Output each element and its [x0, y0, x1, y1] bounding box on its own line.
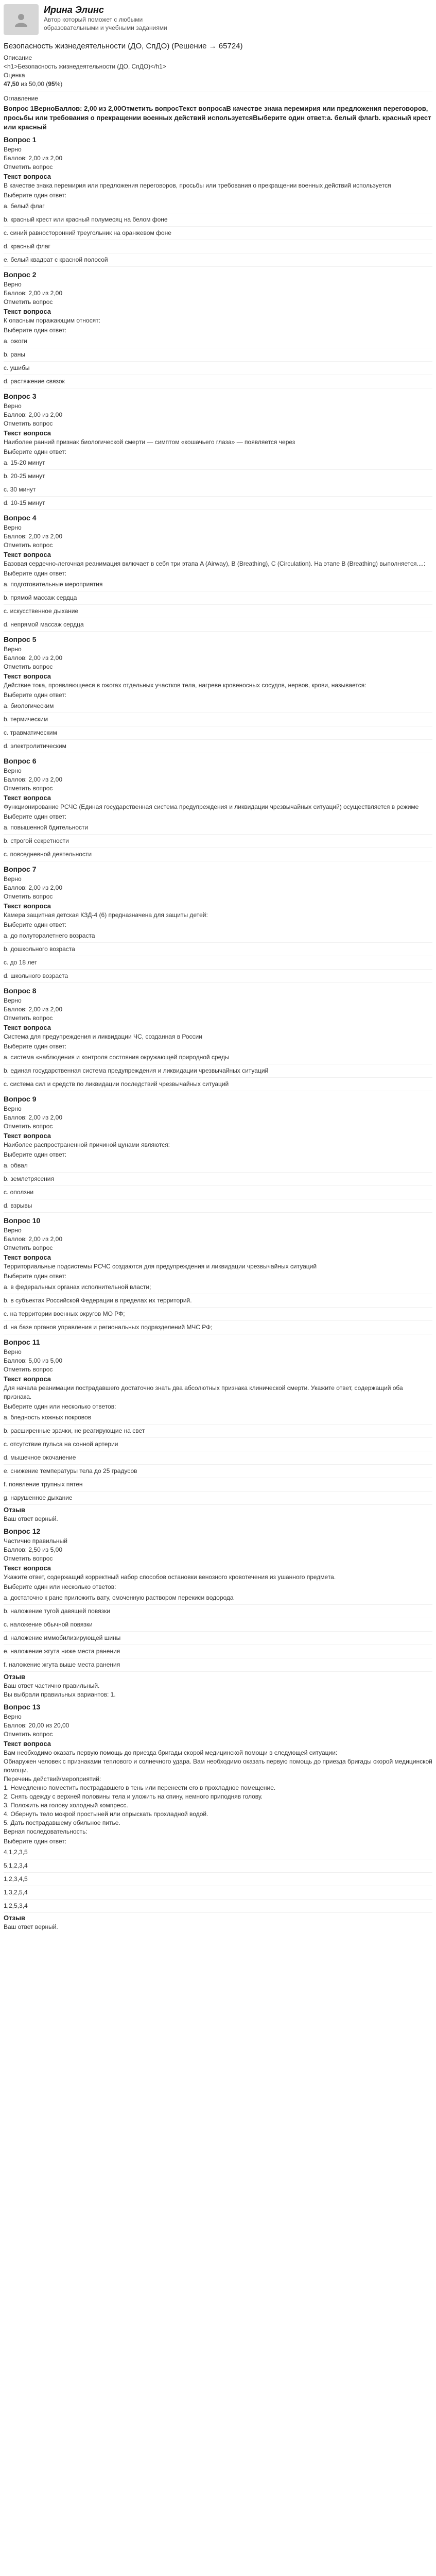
- answer-option[interactable]: a. подготовительные мероприятия: [4, 578, 432, 591]
- answer-prompt: Выберите один ответ:: [4, 570, 67, 577]
- feedback-text: Ваш ответ частично правильный.: [4, 1682, 100, 1689]
- question-text: Камера защитная детская КЗД-4 (6) предназначена для защиты детей:: [4, 911, 208, 919]
- answer-option[interactable]: a. белый флаг: [4, 200, 432, 213]
- answer-option[interactable]: d. мышечное окочанение: [4, 1451, 432, 1465]
- feedback-text: Ваш ответ верный.: [4, 1923, 58, 1930]
- question-text-heading: Текст вопроса: [4, 672, 51, 680]
- questions-list: [4, 134, 432, 1931]
- question-status: Верно: [4, 524, 22, 531]
- question-text-extra: Верная последовательность:: [4, 1828, 88, 1835]
- question-title: Вопрос 6: [4, 757, 37, 765]
- grade-label: Оценка: [4, 72, 25, 79]
- answer-prompt: Выберите один ответ:: [4, 1273, 67, 1280]
- answer-option[interactable]: c. 30 минут: [4, 483, 432, 497]
- question-title: Вопрос 5: [4, 635, 37, 643]
- answer-option[interactable]: f. наложение жгута выше места ранения: [4, 1658, 432, 1672]
- answer-option[interactable]: c. на территории военных округов МО РФ;: [4, 1308, 432, 1321]
- answer-prompt: Выберите один или несколько ответов:: [4, 1403, 116, 1410]
- answer-option[interactable]: b. прямой массаж сердца: [4, 591, 432, 605]
- question-mark: Баллов: 2,00 из 2,00: [4, 1006, 62, 1013]
- answer-option[interactable]: c. оползни: [4, 1186, 432, 1199]
- question-block: [4, 1526, 432, 1699]
- question-text-heading: Текст вопроса: [4, 551, 51, 558]
- flag-question-link[interactable]: Отметить вопрос: [4, 663, 53, 670]
- answer-prompt: Выберите один ответ:: [4, 921, 67, 928]
- answer-option[interactable]: d. электролитическим: [4, 740, 432, 753]
- grade-rest: из 50,00 (: [19, 80, 48, 88]
- answer-option[interactable]: a. биологическим: [4, 700, 432, 713]
- question-status: Верно: [4, 1105, 22, 1112]
- answer-options: [4, 456, 432, 510]
- question-status: Верно: [4, 1348, 22, 1355]
- question-text: Территориальные подсистемы РСЧС создаются для предупреждения и ликвидации чрезвычайных ситуаций: [4, 1263, 317, 1270]
- answer-option[interactable]: b. дошкольного возраста: [4, 943, 432, 956]
- flag-question-link[interactable]: Отметить вопрос: [4, 1014, 53, 1022]
- avatar: [4, 4, 39, 35]
- question-text: К опасным поражающим относят:: [4, 317, 100, 324]
- answer-option[interactable]: d. на базе органов управления и региональных подразделений МЧС РФ;: [4, 1321, 432, 1334]
- description-label: Описание: [4, 54, 32, 61]
- answer-option[interactable]: b. строгой секретности: [4, 835, 432, 848]
- answer-option[interactable]: c. ушибы: [4, 362, 432, 375]
- question-mark: Баллов: 2,50 из 5,00: [4, 1546, 62, 1553]
- answer-option[interactable]: b. термическим: [4, 713, 432, 726]
- grade-line: [4, 80, 432, 89]
- question-text: Система для предупреждения и ликвидации ЧС, созданная в России: [4, 1033, 202, 1040]
- answer-prompt: Выберите один или несколько ответов:: [4, 1583, 116, 1590]
- answer-option[interactable]: c. до 18 лет: [4, 956, 432, 970]
- user-icon: [13, 12, 29, 27]
- answer-options: [4, 1281, 432, 1334]
- feedback-text: Ваш ответ верный.: [4, 1515, 58, 1522]
- answer-prompt: Выберите один ответ:: [4, 192, 67, 199]
- question-block: [4, 391, 432, 510]
- flag-question-link[interactable]: Отметить вопрос: [4, 785, 53, 792]
- answer-options: [4, 200, 432, 267]
- question-text: Укажите ответ, содержащий корректный набор способов остановки венозного кровотечения из ушанного предмета.: [4, 1573, 336, 1581]
- answer-option[interactable]: b. единая государственная система предупреждения и ликвидации чрезвычайных ситуаций: [4, 1064, 432, 1078]
- answer-option[interactable]: f. появление трупных пятен: [4, 1478, 432, 1492]
- question-text-heading: Текст вопроса: [4, 1132, 51, 1140]
- question-status: Верно: [4, 997, 22, 1004]
- answer-option[interactable]: 1,2,5,3,4: [4, 1900, 432, 1913]
- answer-option[interactable]: d. растяжение связок: [4, 375, 432, 388]
- question-block: [4, 1093, 432, 1213]
- answer-option[interactable]: c. повседневной деятельности: [4, 848, 432, 861]
- answer-option[interactable]: e. наложение жгута ниже места ранения: [4, 1645, 432, 1658]
- answer-prompt: Выберите один ответ:: [4, 691, 67, 699]
- answer-option[interactable]: d. школьного возраста: [4, 970, 432, 983]
- question-title: Вопрос 7: [4, 865, 37, 873]
- author-name[interactable]: Ирина Элинс: [44, 5, 104, 15]
- answer-option[interactable]: a. достаточно к ране приложить вату, смоченную раствором перекиси водорода: [4, 1591, 432, 1605]
- grade-end: %): [55, 80, 63, 88]
- question-status: Верно: [4, 402, 22, 410]
- answer-option[interactable]: b. красный крест или красный полумесяц на белом фоне: [4, 213, 432, 227]
- question-text-heading: Текст вопроса: [4, 1375, 51, 1383]
- question-block: [4, 1701, 432, 1931]
- flag-question-link[interactable]: Отметить вопрос: [4, 893, 53, 900]
- feedback-heading: Отзыв: [4, 1673, 26, 1681]
- answer-option[interactable]: d. наложение иммобилизирующей шины: [4, 1632, 432, 1645]
- question-mark: Баллов: 2,00 из 2,00: [4, 776, 62, 783]
- feedback-extra: Вы выбрали правильных вариантов: 1.: [4, 1691, 116, 1698]
- question-text: Наиболее распространенной причиной цунами являются:: [4, 1141, 170, 1148]
- answer-option[interactable]: c. система сил и средств по ликвидации последствий чрезвычайных ситуаций: [4, 1078, 432, 1091]
- question-text: Наиболее ранний признак биологической смерти — симптом «кошачьего глаза» — появляется через: [4, 438, 295, 446]
- question-block: [4, 985, 432, 1091]
- intro-question: Вопрос 1ВерноБаллов: 2,00 из 2,00Отметить вопросТекст вопросаВ качестве знака перемирия или предложения переговоров, просьбы или требования о прекращении военных действий используетсяВыберите один ответ:a. белый флагb. красный крест или красный: [4, 105, 431, 131]
- question-title: Вопрос 10: [4, 1216, 41, 1225]
- flag-question-link[interactable]: Отметить вопрос: [4, 1123, 53, 1130]
- question-text-extra: 5. Дать пострадавшему обильное питье.: [4, 1819, 120, 1826]
- answer-option[interactable]: e. белый квадрат с красной полосой: [4, 253, 432, 267]
- answer-option[interactable]: 1,2,3,4,5: [4, 1873, 432, 1886]
- answer-option[interactable]: d. красный флаг: [4, 240, 432, 253]
- answer-option[interactable]: b. 20-25 минут: [4, 470, 432, 483]
- answer-prompt: Выберите один ответ:: [4, 448, 67, 455]
- question-title: Вопрос 13: [4, 1703, 41, 1711]
- answer-option[interactable]: c. искусственное дыхание: [4, 605, 432, 618]
- question-mark: Баллов: 2,00 из 2,00: [4, 884, 62, 891]
- answer-option[interactable]: b. раны: [4, 348, 432, 362]
- answer-option[interactable]: a. до полуторалетнего возраста: [4, 929, 432, 943]
- answer-option[interactable]: a. ожоги: [4, 335, 432, 348]
- answer-option[interactable]: a. в федеральных органах исполнительной власти;: [4, 1281, 432, 1294]
- question-title: Вопрос 8: [4, 987, 37, 995]
- answer-option[interactable]: a. обвал: [4, 1159, 432, 1173]
- answer-prompt: Выберите один ответ:: [4, 1151, 67, 1158]
- grade-percent: 95: [48, 80, 55, 88]
- question-status: Верно: [4, 146, 22, 153]
- question-title: Вопрос 4: [4, 514, 37, 522]
- flag-question-link[interactable]: Отметить вопрос: [4, 298, 53, 306]
- flag-question-link[interactable]: Отметить вопрос: [4, 541, 53, 549]
- answer-option[interactable]: b. расширенные зрачки, не реагирующие на свет: [4, 1425, 432, 1438]
- question-mark: Баллов: 5,00 из 5,00: [4, 1357, 62, 1364]
- question-mark: Баллов: 20,00 из 20,00: [4, 1722, 69, 1729]
- question-text: Действие тока, проявляющееся в ожогах отдельных участков тела, нагреве кровеносных сосудов, нервов, крови, называется:: [4, 682, 367, 689]
- answer-prompt: Выберите один ответ:: [4, 1043, 67, 1050]
- author-info: [44, 4, 198, 32]
- question-title: Вопрос 11: [4, 1338, 40, 1346]
- answer-options: [4, 1591, 432, 1672]
- feedback-heading: Отзыв: [4, 1506, 26, 1514]
- answer-options: [4, 335, 432, 388]
- question-block: [4, 755, 432, 861]
- question-text: Для начала реанимации пострадавшего достаточно знать два абсолютных признака клинической смерти. Укажите ответ, содержащий оба признака.: [4, 1384, 403, 1400]
- question-text-extra: Обнаружен человек с признаками теплового и солнечного удара. Вам необходимо оказать первую помощь до приезда бригады скорой медицинской помощи.: [4, 1758, 432, 1774]
- question-text-heading: Текст вопроса: [4, 1024, 51, 1031]
- question-title: Вопрос 12: [4, 1527, 41, 1535]
- answer-prompt: Выберите один ответ:: [4, 327, 67, 334]
- question-block: [4, 134, 432, 267]
- answer-option[interactable]: a. бледность кожных покровов: [4, 1411, 432, 1425]
- question-text-extra: 3. Положить на голову холодный компресс.: [4, 1802, 128, 1809]
- answer-option[interactable]: b. землетрясения: [4, 1173, 432, 1186]
- author-header: [4, 4, 432, 35]
- flag-question-link[interactable]: Отметить вопрос: [4, 420, 53, 427]
- answer-option[interactable]: g. нарушенное дыхание: [4, 1492, 432, 1505]
- question-status: Верно: [4, 767, 22, 774]
- answer-option[interactable]: 1,3,2,5,4: [4, 1886, 432, 1900]
- question-text-extra: 4. Обернуть тело мокрой простыней или опрыскать прохладной водой.: [4, 1810, 208, 1818]
- answer-option[interactable]: c. наложение обычной повязки: [4, 1618, 432, 1632]
- question-mark: Баллов: 2,00 из 2,00: [4, 411, 62, 418]
- question-text: Вам необходимо оказать первую помощь до приезда бригады скорой медицинской помощи в следующей ситуации:: [4, 1749, 338, 1756]
- grade-value: 47,50: [4, 80, 20, 88]
- question-text-heading: Текст вопроса: [4, 1740, 51, 1748]
- question-mark: Баллов: 2,00 из 2,00: [4, 533, 62, 540]
- question-status: Верно: [4, 281, 22, 288]
- answer-option[interactable]: c. травматическим: [4, 726, 432, 740]
- answer-option[interactable]: d. взрывы: [4, 1199, 432, 1213]
- question-block: [4, 1336, 432, 1523]
- question-status: Частично правильный: [4, 1537, 67, 1545]
- question-text-heading: Текст вопроса: [4, 794, 51, 802]
- question-text-heading: Текст вопроса: [4, 308, 51, 315]
- question-text-extra: 2. Снять одежду с верхней половины тела и уложить на спину, немного приподняв голову.: [4, 1793, 263, 1800]
- flag-question-link[interactable]: Отметить вопрос: [4, 163, 53, 171]
- answer-option[interactable]: c. синий равносторонний треугольник на оранжевом фоне: [4, 227, 432, 240]
- answer-options: [4, 929, 432, 983]
- question-mark: Баллов: 2,00 из 2,00: [4, 1235, 62, 1243]
- answer-option[interactable]: e. снижение температуры тела до 25 градусов: [4, 1465, 432, 1478]
- answer-options: [4, 821, 432, 861]
- question-status: Верно: [4, 1227, 22, 1234]
- answer-option[interactable]: 4,1,2,3,5: [4, 1846, 432, 1859]
- question-block: [4, 269, 432, 388]
- question-block: [4, 512, 432, 632]
- answer-options: [4, 578, 432, 632]
- question-text-heading: Текст вопроса: [4, 1253, 51, 1261]
- flag-question-link[interactable]: Отметить вопрос: [4, 1366, 53, 1373]
- question-mark: Баллов: 2,00 из 2,00: [4, 654, 62, 662]
- answer-options: [4, 1411, 432, 1505]
- feedback-heading: Отзыв: [4, 1914, 26, 1922]
- answer-option[interactable]: 5,1,2,3,4: [4, 1859, 432, 1873]
- question-text: Функционирование РСЧС (Единая государственная система предупреждения и ликвидации чрезвычайных ситуаций) осуществляется в режиме: [4, 803, 419, 810]
- question-text: В качестве знака перемирия или предложения переговоров, просьбы или требования о прекращении военных действий используется: [4, 182, 391, 189]
- question-status: Верно: [4, 875, 22, 883]
- answer-prompt: Выберите один ответ:: [4, 1838, 67, 1845]
- question-mark: Баллов: 2,00 из 2,00: [4, 155, 62, 162]
- answer-option[interactable]: b. наложение тугой давящей повязки: [4, 1605, 432, 1618]
- flag-question-link[interactable]: Отметить вопрос: [4, 1555, 53, 1562]
- question-title: Вопрос 3: [4, 392, 37, 400]
- question-title: Вопрос 1: [4, 135, 37, 144]
- question-title: Вопрос 9: [4, 1095, 37, 1103]
- answer-options: [4, 700, 432, 753]
- description-value: <h1>Безопасность жизнедеятельности (ДО, СпДО)</h1>: [4, 63, 166, 70]
- answer-prompt: Выберите один ответ:: [4, 813, 67, 820]
- answer-options: [4, 1159, 432, 1213]
- question-block: [4, 863, 432, 983]
- question-text-heading: Текст вопроса: [4, 429, 51, 437]
- question-status: Верно: [4, 1713, 22, 1720]
- answer-option[interactable]: d. непрямой массаж сердца: [4, 618, 432, 632]
- question-block: [4, 1215, 432, 1334]
- answer-option[interactable]: a. повышенной бдительности: [4, 821, 432, 835]
- answer-option[interactable]: d. 10-15 минут: [4, 497, 432, 510]
- answer-option[interactable]: a. 15-20 минут: [4, 456, 432, 470]
- answer-option[interactable]: b. в субъектах Российской Федерации в пределах их территорий.: [4, 1294, 432, 1308]
- answer-options: [4, 1846, 432, 1913]
- question-title: Вопрос 2: [4, 270, 37, 279]
- question-block: [4, 634, 432, 753]
- author-description: Автор который поможет с любыми образовательными и учебными заданиями: [44, 16, 167, 31]
- question-text-extra: 1. Немедленно поместить пострадавшего в тень или перенести его в прохладное помещение.: [4, 1784, 276, 1791]
- question-mark: Баллов: 2,00 из 2,00: [4, 1114, 62, 1121]
- question-text-heading: Текст вопроса: [4, 902, 51, 910]
- question-mark: Баллов: 2,00 из 2,00: [4, 290, 62, 297]
- question-text: Базовая сердечно-легочная реанимация включает в себя три этапа A (Airway), B (Breathing), C (Circulation). На этапе B (Breathing) выполняется....:: [4, 560, 426, 567]
- question-text-heading: Текст вопроса: [4, 1564, 51, 1572]
- answer-option[interactable]: c. отсутствие пульса на сонной артерии: [4, 1438, 432, 1451]
- question-text-heading: Текст вопроса: [4, 173, 51, 180]
- flag-question-link[interactable]: Отметить вопрос: [4, 1244, 53, 1251]
- answer-option[interactable]: a. система «наблюдения и контроля состояния окружающей природной среды: [4, 1051, 432, 1064]
- question-status: Верно: [4, 646, 22, 653]
- question-text-extra: Перечень действий/мероприятий:: [4, 1775, 101, 1783]
- toc-label: Оглавление: [4, 95, 38, 102]
- flag-question-link[interactable]: Отметить вопрос: [4, 1731, 53, 1738]
- page-title: Безопасность жизнедеятельности (ДО, СпДО) (Решение → 65724): [4, 42, 243, 50]
- answer-options: [4, 1051, 432, 1091]
